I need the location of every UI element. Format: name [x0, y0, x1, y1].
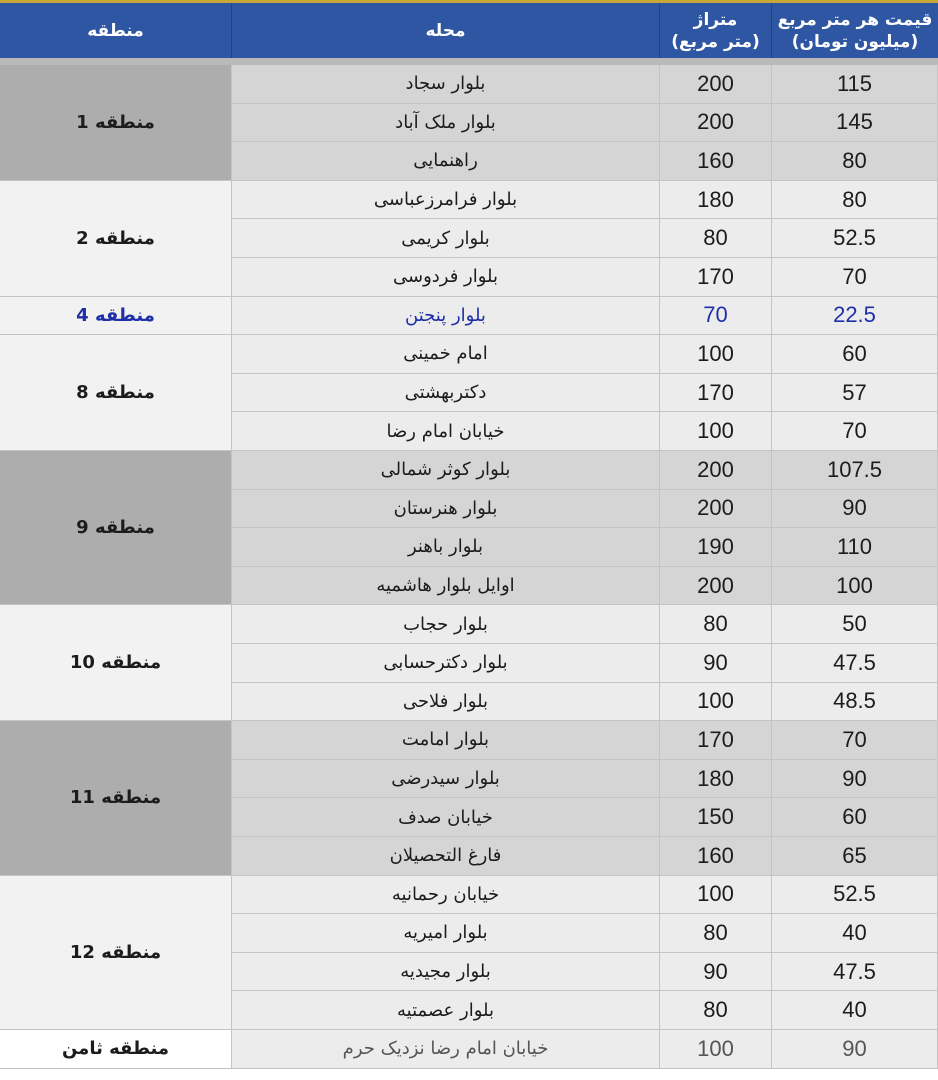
neighborhood-cell: بلوار فردوسی: [232, 258, 660, 297]
region-cell: منطقه 12: [0, 876, 232, 1030]
neighborhood-cell: خیابان صدف: [232, 798, 660, 837]
price-cell: 57: [772, 374, 938, 413]
area-cell: 190: [660, 528, 772, 567]
neighborhood-cell: بلوار پنجتن: [232, 297, 660, 336]
neighborhood-cell: بلوار فلاحی: [232, 683, 660, 722]
header-price: [772, 3, 938, 58]
area-cell: 90: [660, 644, 772, 683]
area-cell: 170: [660, 374, 772, 413]
area-cell: 170: [660, 258, 772, 297]
header-region: [0, 3, 232, 58]
price-cell: 90: [772, 490, 938, 529]
area-cell: 70: [660, 297, 772, 336]
price-cell: 110: [772, 528, 938, 567]
area-cell: 100: [660, 876, 772, 915]
region-cell: منطقه 9: [0, 451, 232, 605]
region-cell: منطقه 11: [0, 721, 232, 875]
neighborhood-cell: دکتربهشتی: [232, 374, 660, 413]
area-cell: 150: [660, 798, 772, 837]
neighborhood-cell: بلوار کوثر شمالی: [232, 451, 660, 490]
header-area-line1: متراژ: [693, 9, 738, 30]
price-cell: 52.5: [772, 219, 938, 258]
neighborhood-cell: بلوار ملک آباد: [232, 104, 660, 143]
header-region-label: منطقه: [87, 20, 144, 41]
price-cell: 80: [772, 142, 938, 181]
neighborhood-cell: بلوار حجاب: [232, 605, 660, 644]
area-cell: 200: [660, 490, 772, 529]
area-cell: 160: [660, 142, 772, 181]
header-neighborhood-label: محله: [425, 20, 466, 41]
price-cell: 47.5: [772, 644, 938, 683]
header-price-line1: قیمت هر متر مربع: [777, 9, 933, 30]
area-cell: 100: [660, 683, 772, 722]
area-cell: 100: [660, 1030, 772, 1069]
neighborhood-cell: خیابان امام رضا نزدیک حرم: [232, 1030, 660, 1069]
neighborhood-cell: بلوار مجیدیه: [232, 953, 660, 992]
region-cell: منطقه 2: [0, 181, 232, 297]
price-cell: 70: [772, 412, 938, 451]
price-cell: 90: [772, 760, 938, 799]
price-cell: 22.5: [772, 297, 938, 336]
region-cell: منطقه 10: [0, 605, 232, 721]
neighborhood-cell: بلوار امیریه: [232, 914, 660, 953]
neighborhood-cell: بلوار عصمتیه: [232, 991, 660, 1030]
price-cell: 50: [772, 605, 938, 644]
neighborhood-cell: بلوار فرامرزعباسی: [232, 181, 660, 220]
neighborhood-cell: امام خمینی: [232, 335, 660, 374]
price-cell: 80: [772, 181, 938, 220]
header-area-line2: (متر مربع): [671, 31, 760, 52]
neighborhood-cell: راهنمایی: [232, 142, 660, 181]
neighborhood-cell: فارغ التحصیلان: [232, 837, 660, 876]
price-cell: 40: [772, 914, 938, 953]
neighborhood-cell: بلوار باهنر: [232, 528, 660, 567]
price-cell: 100: [772, 567, 938, 606]
price-cell: 52.5: [772, 876, 938, 915]
region-cell: منطقه ثامن: [0, 1030, 232, 1069]
price-cell: 47.5: [772, 953, 938, 992]
price-cell: 145: [772, 104, 938, 143]
header-neighborhood: [232, 3, 660, 58]
neighborhood-cell: خیابان امام رضا: [232, 412, 660, 451]
area-cell: 180: [660, 760, 772, 799]
price-cell: 90: [772, 1030, 938, 1069]
neighborhood-cell: بلوار هنرستان: [232, 490, 660, 529]
neighborhood-cell: بلوار کریمی: [232, 219, 660, 258]
header-divider: [0, 58, 938, 65]
area-cell: 80: [660, 914, 772, 953]
neighborhood-cell: خیابان رحمانیه: [232, 876, 660, 915]
region-cell: منطقه 4: [0, 297, 232, 336]
area-cell: 80: [660, 605, 772, 644]
area-cell: 200: [660, 451, 772, 490]
area-cell: 180: [660, 181, 772, 220]
region-cell: منطقه 8: [0, 335, 232, 451]
area-cell: 170: [660, 721, 772, 760]
price-cell: 48.5: [772, 683, 938, 722]
price-cell: 60: [772, 798, 938, 837]
area-cell: 160: [660, 837, 772, 876]
area-cell: 80: [660, 219, 772, 258]
neighborhood-cell: بلوار سجاد: [232, 65, 660, 104]
area-cell: 100: [660, 412, 772, 451]
table-header: [0, 0, 938, 58]
price-cell: 70: [772, 258, 938, 297]
price-cell: 107.5: [772, 451, 938, 490]
header-area: [660, 3, 772, 58]
neighborhood-cell: اوایل بلوار هاشمیه: [232, 567, 660, 606]
area-cell: 80: [660, 991, 772, 1030]
area-cell: 200: [660, 567, 772, 606]
region-cell: منطقه 1: [0, 65, 232, 181]
neighborhood-cell: بلوار امامت: [232, 721, 660, 760]
price-cell: 60: [772, 335, 938, 374]
area-cell: 200: [660, 65, 772, 104]
neighborhood-cell: بلوار سیدرضی: [232, 760, 660, 799]
area-cell: 200: [660, 104, 772, 143]
header-price-line2: (میلیون تومان): [791, 31, 919, 52]
price-cell: 115: [772, 65, 938, 104]
price-cell: 70: [772, 721, 938, 760]
neighborhood-cell: بلوار دکترحسابی: [232, 644, 660, 683]
area-cell: 100: [660, 335, 772, 374]
price-cell: 40: [772, 991, 938, 1030]
price-cell: 65: [772, 837, 938, 876]
area-cell: 90: [660, 953, 772, 992]
